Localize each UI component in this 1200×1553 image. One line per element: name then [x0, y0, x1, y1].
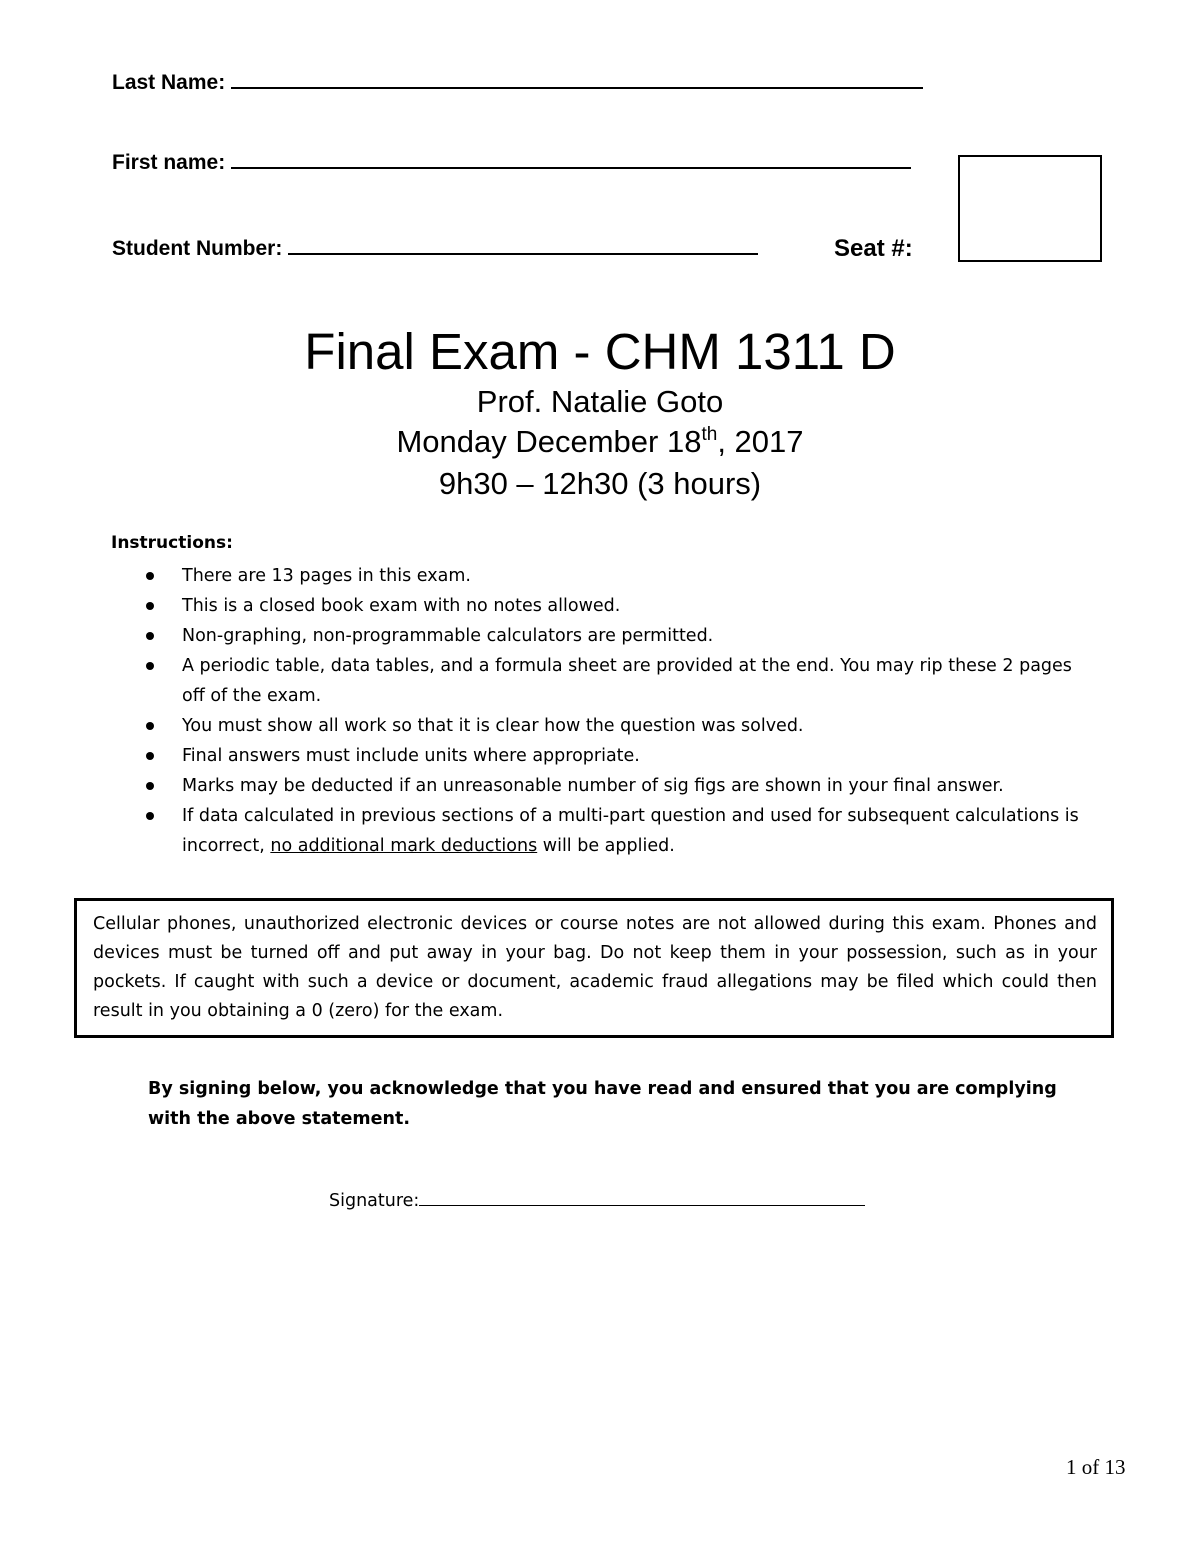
- instructions-list: [140, 561, 1100, 861]
- instruction-item: There are 13 pages in this exam.: [140, 561, 1100, 591]
- instruction-item: You must show all work so that it is clear how the question was solved.: [140, 711, 1100, 741]
- instruction-item-last: [140, 801, 1100, 861]
- acknowledgement-text: By signing below, you acknowledge that you have read and ensured that you are complying with the above statement.: [148, 1079, 1057, 1129]
- instruction-text-end: will be applied.: [537, 836, 675, 856]
- seat-number-box[interactable]: [958, 155, 1102, 262]
- professor-name: Prof. Natalie Goto: [476, 384, 724, 419]
- instruction-item: A periodic table, data tables, and a formula sheet are provided at the end. You may rip these 2 pages off of the exam.: [140, 651, 1100, 711]
- exam-time: 9h30 – 12h30 (3 hours): [438, 466, 762, 501]
- last-name-line[interactable]: [231, 73, 923, 89]
- last-name-label: Last Name:: [112, 71, 226, 94]
- instruction-underlined-text: no additional mark deductions: [270, 836, 538, 856]
- signature-field[interactable]: [329, 1191, 865, 1211]
- exam-title: Final Exam - CHM 1311 D: [304, 323, 896, 380]
- student-number-line[interactable]: [288, 239, 758, 255]
- date-year: , 2017: [717, 424, 804, 459]
- date-prefix: Monday December 18: [396, 424, 702, 459]
- seat-label: Seat #:: [834, 235, 913, 262]
- instruction-item: Non-graphing, non-programmable calculators are permitted.: [140, 621, 1100, 651]
- student-number-field[interactable]: [112, 237, 758, 261]
- student-number-label: Student Number:: [112, 237, 283, 260]
- last-name-field[interactable]: [112, 71, 923, 95]
- page-number: 1 of 13: [1066, 1455, 1126, 1479]
- exam-date: [0, 424, 1200, 460]
- first-name-label: First name:: [112, 151, 226, 174]
- signature-label: Signature:: [329, 1191, 420, 1211]
- first-name-line[interactable]: [231, 153, 911, 169]
- notice-text: Cellular phones, unauthorized electronic devices or course notes are not allowed during this exam. Phones and devices must be turned off and put away in your bag. Do not keep them in your possession, such as in your pockets. If caught with such a device or document, academic fraud allegations may be filed which could then result in you obtaining a 0 (zero) for the exam.: [93, 914, 1097, 1021]
- instruction-item: Marks may be deducted if an unreasonable number of sig figs are shown in your final answer.: [140, 771, 1100, 801]
- notice-box: [74, 898, 1114, 1038]
- signature-line[interactable]: [419, 1191, 865, 1206]
- instruction-item: Final answers must include units where appropriate.: [140, 741, 1100, 771]
- instruction-text: If data calculated in previous sections of a multi-part question and used for subsequent calculations is incorrect,: [182, 806, 1079, 856]
- instructions-heading: Instructions:: [111, 533, 233, 553]
- date-ordinal: th: [701, 424, 718, 445]
- first-name-field[interactable]: [112, 151, 911, 175]
- instruction-item: This is a closed book exam with no notes allowed.: [140, 591, 1100, 621]
